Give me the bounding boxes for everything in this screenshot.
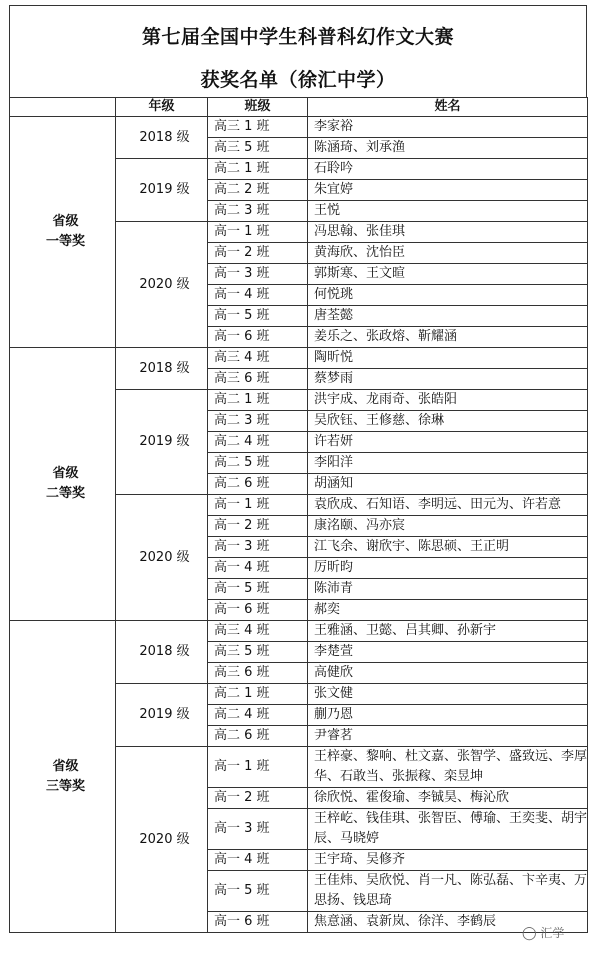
document-title: 第七届全国中学生科普科幻作文大赛 xyxy=(141,26,454,48)
class-cell: 高二 1 班 xyxy=(208,390,308,411)
header-row xyxy=(10,98,588,117)
names-cell: 何悦珧 xyxy=(308,285,588,306)
award-level-line2: 三等奖 xyxy=(45,778,85,794)
header-grade: 年级 xyxy=(116,98,208,117)
class-cell: 高一 2 班 xyxy=(208,788,308,809)
watermark xyxy=(522,924,564,941)
names-cell: 康洺颐、冯亦宸 xyxy=(308,516,588,537)
class-cell: 高一 1 班 xyxy=(208,222,308,243)
class-cell: 高三 4 班 xyxy=(208,621,308,642)
title-box xyxy=(9,5,587,97)
header-class: 班级 xyxy=(208,98,308,117)
names-cell: 李阳洋 xyxy=(308,453,588,474)
names-cell: 王悦 xyxy=(308,201,588,222)
class-cell: 高一 2 班 xyxy=(208,516,308,537)
award-level-line2: 二等奖 xyxy=(45,486,85,501)
class-cell: 高一 4 班 xyxy=(208,850,308,871)
names-cell: 高健欣 xyxy=(308,663,588,684)
names-cell: 胡涵知 xyxy=(308,474,588,495)
names-cell: 王梓豪、黎响、杜文嘉、张智学、盛致远、李厚华、石敢当、张振稼、栾昱坤 xyxy=(308,747,588,788)
class-cell: 高二 6 班 xyxy=(208,474,308,495)
award-level-cell xyxy=(10,348,116,621)
names-cell: 许若妍 xyxy=(308,432,588,453)
class-cell: 高二 1 班 xyxy=(208,684,308,705)
names-cell: 洪宇成、龙雨奇、张皓阳 xyxy=(308,390,588,411)
award-table xyxy=(9,97,588,933)
names-cell: 蒯乃恩 xyxy=(308,705,588,726)
watermark-text: 汇学 xyxy=(540,926,565,940)
names-cell: 冯思翰、张佳琪 xyxy=(308,222,588,243)
class-cell: 高三 6 班 xyxy=(208,369,308,390)
names-cell: 黄海欣、沈怡臣 xyxy=(308,243,588,264)
class-cell: 高一 6 班 xyxy=(208,912,308,933)
award-body xyxy=(10,117,588,933)
class-cell: 高一 5 班 xyxy=(208,306,308,327)
class-cell: 高二 3 班 xyxy=(208,411,308,432)
class-cell: 高一 5 班 xyxy=(208,579,308,600)
grade-cell: 2018 级 xyxy=(116,117,208,159)
class-cell: 高一 5 班 xyxy=(208,871,308,912)
header-name: 姓名 xyxy=(308,98,588,117)
class-cell: 高三 4 班 xyxy=(208,348,308,369)
document-subtitle: 获奖名单（徐汇中学） xyxy=(200,69,396,91)
award-level-line1: 省级 xyxy=(52,466,79,481)
names-cell: 吴欣钰、王修慈、徐琳 xyxy=(308,411,588,432)
class-cell: 高二 6 班 xyxy=(208,726,308,747)
class-cell: 高一 1 班 xyxy=(208,747,308,788)
grade-cell: 2020 级 xyxy=(116,747,208,933)
names-cell: 厉昕昀 xyxy=(308,558,588,579)
names-cell: 姜乐之、张政熔、靳耀涵 xyxy=(308,327,588,348)
class-cell: 高一 2 班 xyxy=(208,243,308,264)
names-cell: 陈沛青 xyxy=(308,579,588,600)
class-cell: 高一 1 班 xyxy=(208,495,308,516)
names-cell: 王雅涵、卫懿、吕其卿、孙新宇 xyxy=(308,621,588,642)
class-cell: 高二 3 班 xyxy=(208,201,308,222)
names-cell: 张文健 xyxy=(308,684,588,705)
class-cell: 高二 4 班 xyxy=(208,705,308,726)
names-cell: 焦意涵、袁新岚、徐洋、李鹤辰 xyxy=(308,912,588,933)
class-cell: 高三 5 班 xyxy=(208,642,308,663)
grade-cell: 2019 级 xyxy=(116,390,208,495)
class-cell: 高一 3 班 xyxy=(208,809,308,850)
grade-cell: 2020 级 xyxy=(116,495,208,621)
table-row xyxy=(10,117,588,138)
names-cell: 朱宜婷 xyxy=(308,180,588,201)
class-cell: 高一 4 班 xyxy=(208,558,308,579)
class-cell: 高一 6 班 xyxy=(208,600,308,621)
class-cell: 高一 3 班 xyxy=(208,537,308,558)
class-cell: 高三 1 班 xyxy=(208,117,308,138)
names-cell: 郭斯寒、王文暄 xyxy=(308,264,588,285)
header-award xyxy=(10,98,116,117)
names-cell: 王梓屹、钱佳琪、张智臣、傅瑜、王奕斐、胡宇辰、马晓婷 xyxy=(308,809,588,850)
names-cell: 郝奕 xyxy=(308,600,588,621)
grade-cell: 2019 级 xyxy=(116,159,208,222)
names-cell: 王宇琦、吴修齐 xyxy=(308,850,588,871)
award-level-cell xyxy=(10,621,116,933)
class-cell: 高二 5 班 xyxy=(208,453,308,474)
table-row xyxy=(10,621,588,642)
names-cell: 尹睿茗 xyxy=(308,726,588,747)
class-cell: 高一 3 班 xyxy=(208,264,308,285)
names-cell: 江飞余、谢欣宇、陈思硕、王正明 xyxy=(308,537,588,558)
grade-cell: 2019 级 xyxy=(116,684,208,747)
names-cell: 蔡梦雨 xyxy=(308,369,588,390)
names-cell: 唐荃懿 xyxy=(308,306,588,327)
grade-cell: 2018 级 xyxy=(116,621,208,684)
class-cell: 高二 4 班 xyxy=(208,432,308,453)
names-cell: 王佳炜、吴欣悦、肖一凡、陈弘磊、卞辛夷、万思扬、钱思琦 xyxy=(308,871,588,912)
award-level-line2: 一等奖 xyxy=(45,234,85,249)
class-cell: 高三 6 班 xyxy=(208,663,308,684)
names-cell: 袁欣成、石知语、李明远、田元为、许若意 xyxy=(308,495,588,516)
class-cell: 高二 2 班 xyxy=(208,180,308,201)
award-level-line1: 省级 xyxy=(52,214,79,229)
class-cell: 高二 1 班 xyxy=(208,159,308,180)
wechat-icon: ◯ xyxy=(522,926,537,941)
table-row xyxy=(10,348,588,369)
class-cell: 高一 6 班 xyxy=(208,327,308,348)
class-cell: 高三 5 班 xyxy=(208,138,308,159)
class-cell: 高一 4 班 xyxy=(208,285,308,306)
award-level-cell xyxy=(10,117,116,348)
grade-cell: 2020 级 xyxy=(116,222,208,348)
names-cell: 陈涵琦、刘承渔 xyxy=(308,138,588,159)
names-cell: 李楚萱 xyxy=(308,642,588,663)
names-cell: 石聆吟 xyxy=(308,159,588,180)
names-cell: 徐欣悦、霍俊瑜、李铖昊、梅沁欣 xyxy=(308,788,588,809)
names-cell: 陶昕悦 xyxy=(308,348,588,369)
names-cell: 李家裕 xyxy=(308,117,588,138)
award-level-line1: 省级 xyxy=(52,758,79,774)
grade-cell: 2018 级 xyxy=(116,348,208,390)
